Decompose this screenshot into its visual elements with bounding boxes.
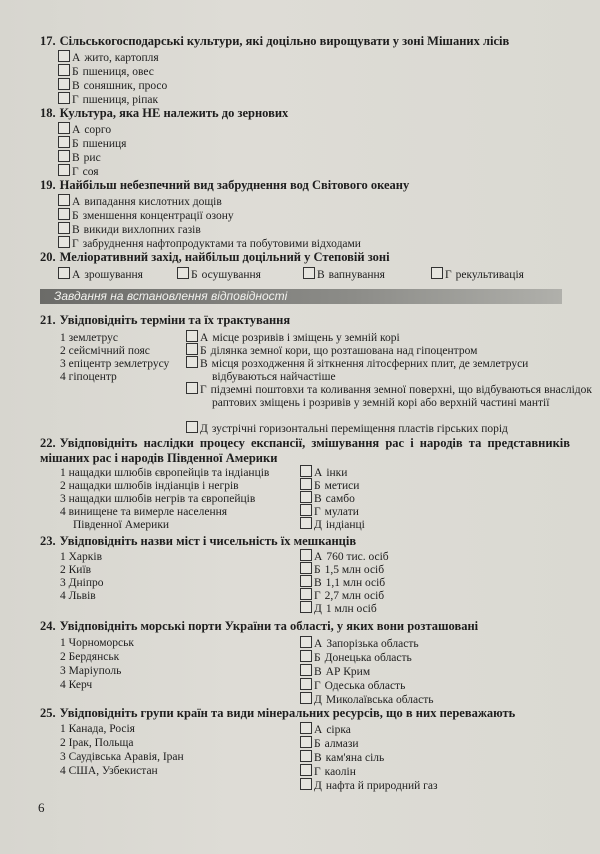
q24-left-2: 2 Бердянськ — [60, 651, 120, 663]
q17-option-d[interactable]: Г пшениця, ріпак — [58, 92, 158, 107]
checkbox-icon[interactable] — [58, 164, 70, 176]
checkbox-icon[interactable] — [300, 636, 312, 648]
checkbox-icon[interactable] — [58, 78, 70, 90]
q17-option-b[interactable]: Б пшениця, овес — [58, 64, 154, 79]
question-25-title: 25. Увідповідніть групи країн та види мінеральних ресурсів, що в них переважають — [40, 706, 516, 720]
checkbox-icon[interactable] — [300, 491, 312, 503]
q24-left-1: 1 Чорноморськ — [60, 637, 134, 649]
q18-option-d[interactable]: Г соя — [58, 164, 99, 179]
q22-right-d[interactable]: Г мулати — [300, 504, 359, 519]
q23-right-e[interactable]: Д 1 млн осіб — [300, 601, 377, 616]
q21-right-b[interactable]: Б ділянка земної кори, що розташована над гіпоцентром — [186, 343, 477, 358]
q19-option-c[interactable]: В викиди вихлопних газів — [58, 222, 201, 237]
q24-left-3: 3 Маріуполь — [60, 665, 122, 677]
q20-option-c[interactable]: В вапнування — [303, 267, 385, 282]
question-19 — [40, 178, 570, 193]
checkbox-icon[interactable] — [300, 722, 312, 734]
checkbox-icon[interactable] — [300, 601, 312, 613]
question-24-title: 24. Увідповідніть морські порти України та області, у яких вони розташовані — [40, 619, 479, 633]
q23-right-b[interactable]: Б 1,5 млн осіб — [300, 562, 384, 577]
q19-option-d[interactable]: Г забруднення нафтопродуктами та побутовими відходами — [58, 236, 361, 251]
q23-right-a[interactable]: А 760 тис. осіб — [300, 549, 389, 564]
checkbox-icon[interactable] — [300, 692, 312, 704]
q23-left-2: 2 Київ — [60, 564, 92, 576]
checkbox-icon[interactable] — [58, 136, 70, 148]
checkbox-icon[interactable] — [58, 267, 70, 279]
q22-left-3: 3 нащадки шлюбів негрів та європейців — [60, 493, 256, 505]
q25-right-d[interactable]: Г каолін — [300, 764, 356, 779]
section-header: Завдання на встановлення відповідності — [40, 289, 562, 304]
question-20-title: 20. Меліоративний захід, найбільш доцільний у Степовій зоні — [40, 250, 390, 264]
q18-option-c[interactable]: В рис — [58, 150, 101, 165]
checkbox-icon[interactable] — [300, 478, 312, 490]
checkbox-icon[interactable] — [58, 64, 70, 76]
q19-option-b[interactable]: Б зменшення концентрації озону — [58, 208, 234, 223]
checkbox-icon[interactable] — [58, 92, 70, 104]
q17-option-a[interactable]: А жито, картопля — [58, 50, 159, 65]
checkbox-icon[interactable] — [186, 382, 198, 394]
checkbox-icon[interactable] — [300, 678, 312, 690]
q20-option-a[interactable]: А зрошування — [58, 267, 143, 282]
q17-option-c[interactable]: В соняшник, просо — [58, 78, 167, 93]
q21-left-4: 4 гіпоцентр — [60, 371, 117, 383]
checkbox-icon[interactable] — [186, 356, 198, 368]
question-21-title: 21. Увідповідніть терміни та їх трактування — [40, 313, 291, 327]
q22-right-e[interactable]: Д індіанці — [300, 517, 365, 532]
checkbox-icon[interactable] — [177, 267, 189, 279]
q25-left-1: 1 Канада, Росія — [60, 723, 135, 735]
q21-left-1: 1 землетрус — [60, 332, 119, 344]
checkbox-icon[interactable] — [300, 664, 312, 676]
checkbox-icon[interactable] — [300, 650, 312, 662]
checkbox-icon[interactable] — [300, 575, 312, 587]
question-18-title: 18. Культура, яка НЕ належить до зернових — [40, 106, 289, 120]
question-21 — [40, 313, 570, 328]
q20-option-d[interactable]: Г рекультивація — [431, 267, 524, 282]
checkbox-icon[interactable] — [431, 267, 443, 279]
checkbox-icon[interactable] — [300, 764, 312, 776]
checkbox-icon[interactable] — [58, 150, 70, 162]
page-number: 6 — [38, 800, 45, 815]
q25-right-b[interactable]: Б алмази — [300, 736, 359, 751]
q25-left-3: 3 Саудівська Аравія, Іран — [60, 751, 184, 763]
checkbox-icon[interactable] — [300, 504, 312, 516]
question-18 — [40, 106, 570, 121]
checkbox-icon[interactable] — [58, 222, 70, 234]
checkbox-icon[interactable] — [186, 343, 198, 355]
checkbox-icon[interactable] — [300, 778, 312, 790]
checkbox-icon[interactable] — [300, 750, 312, 762]
question-23-title: 23. Увідповідніть назви міст і чисельність їх мешканців — [40, 534, 357, 548]
q25-right-c[interactable]: В кам'яна сіль — [300, 750, 384, 765]
checkbox-icon[interactable] — [300, 562, 312, 574]
q24-right-d[interactable]: Г Одеська область — [300, 678, 405, 693]
q23-left-4: 4 Львів — [60, 590, 96, 602]
q24-right-e[interactable]: Д Миколаївська область — [300, 692, 434, 707]
question-22-title: 22. Увідповідніть наслідки процесу експансії, змішування рас і народів та представників мішаних рас і народів Південної Америки — [40, 436, 570, 465]
q22-right-b[interactable]: Б метиси — [300, 478, 359, 493]
q18-option-b[interactable]: Б пшениця — [58, 136, 126, 151]
q22-left-1: 1 нащадки шлюбів європейців та індіанців — [60, 467, 270, 479]
q24-right-c[interactable]: В АР Крим — [300, 664, 370, 679]
q21-right-d[interactable]: Г підземні поштовхи та коливання земної поверхні, що відбуваються внаслідок раптових зміщень і розривів у земній корі або верхній частині мантії — [186, 382, 592, 410]
checkbox-icon[interactable] — [186, 421, 198, 433]
q25-left-2: 2 Ірак, Польща — [60, 737, 134, 749]
question-23 — [40, 534, 570, 549]
checkbox-icon[interactable] — [58, 122, 70, 134]
question-17-title: 17. Сільськогосподарські культури, які доцільно вирощувати у зоні Мішаних лісів — [40, 34, 510, 48]
q24-left-4: 4 Керч — [60, 679, 93, 691]
checkbox-icon[interactable] — [186, 330, 198, 342]
q22-right-a[interactable]: А інки — [300, 465, 347, 480]
checkbox-icon[interactable] — [58, 236, 70, 248]
q23-right-c[interactable]: В 1,1 млн осіб — [300, 575, 385, 590]
q24-right-b[interactable]: Б Донецька область — [300, 650, 412, 665]
q21-right-c[interactable]: В місця розходження й зіткнення літосферних плит, де землетруси відбуваються найчастіше — [186, 356, 592, 384]
q25-left-4: 4 США, Узбекистан — [60, 765, 158, 777]
checkbox-icon[interactable] — [303, 267, 315, 279]
question-20 — [40, 250, 570, 265]
question-17 — [40, 34, 570, 49]
question-25 — [40, 706, 570, 721]
checkbox-icon[interactable] — [300, 736, 312, 748]
q21-right-e[interactable]: Д зустрічні горизонтальні переміщення пластів гірських порід — [186, 421, 508, 436]
q21-left-3: 3 епіцентр землетрусу — [60, 358, 170, 370]
question-22 — [40, 436, 570, 466]
checkbox-icon[interactable] — [58, 208, 70, 220]
q19-option-a[interactable]: А випадання кислотних дощів — [58, 194, 222, 209]
q18-option-a[interactable]: А сорго — [58, 122, 111, 137]
q25-right-a[interactable]: А сірка — [300, 722, 351, 737]
q22-right-c[interactable]: В самбо — [300, 491, 355, 506]
checkbox-icon[interactable] — [58, 194, 70, 206]
q23-left-1: 1 Харків — [60, 551, 102, 563]
q20-option-b[interactable]: Б осушування — [177, 267, 261, 282]
q25-right-e[interactable]: Д нафта й природний газ — [300, 778, 438, 793]
question-24 — [40, 619, 570, 634]
q22-left-4: 4 винищене та вимерле населення Південної Америки — [60, 506, 228, 531]
checkbox-icon[interactable] — [300, 517, 312, 529]
q24-right-a[interactable]: А Запорізька область — [300, 636, 419, 651]
q21-left-2: 2 сейсмічний пояс — [60, 345, 150, 357]
question-19-title: 19. Найбільш небезпечний вид забруднення вод Світового океану — [40, 178, 410, 192]
q23-left-3: 3 Дніпро — [60, 577, 104, 589]
q21-right-a[interactable]: А місце розривів і зміщень у земній корі — [186, 330, 400, 345]
checkbox-icon[interactable] — [300, 465, 312, 477]
q22-left-2: 2 нащадки шлюбів індіанців і негрів — [60, 480, 239, 492]
checkbox-icon[interactable] — [300, 549, 312, 561]
checkbox-icon[interactable] — [300, 588, 312, 600]
checkbox-icon[interactable] — [58, 50, 70, 62]
q23-right-d[interactable]: Г 2,7 млн осіб — [300, 588, 384, 603]
